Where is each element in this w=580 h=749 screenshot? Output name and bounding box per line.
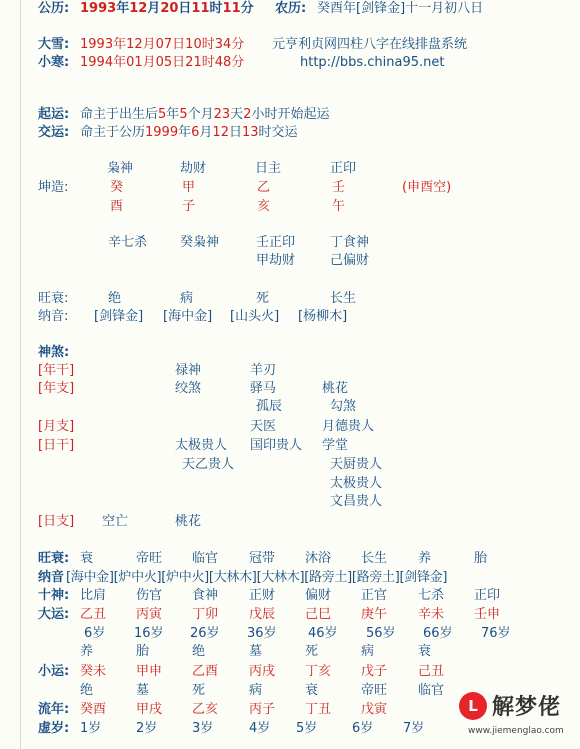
- pillar-branch: 酉: [110, 199, 124, 214]
- shensha-row-label: [月支]: [38, 419, 75, 434]
- wangshuai-value: 长生: [330, 291, 357, 306]
- hidden-stem: 丁食神: [330, 235, 370, 250]
- xiaohan-label: 小寒:: [38, 55, 70, 70]
- dayun-changsheng: 病: [361, 644, 375, 659]
- daxue-label: 大雪:: [38, 37, 70, 52]
- pillar-god: 枭神: [107, 161, 134, 176]
- nayin-value: [山头火]: [230, 309, 280, 324]
- xiaoyun-changsheng: 墓: [136, 683, 150, 698]
- xusui-label: 虚岁:: [38, 721, 70, 736]
- watermark-url: www.jiemenglao.com: [468, 726, 564, 736]
- pillar-branch: 午: [332, 199, 346, 214]
- nayin-label: 纳音:: [38, 309, 69, 324]
- shensha-row-label: [日支]: [38, 514, 75, 529]
- dayun-pillar: 丙寅: [136, 607, 163, 622]
- liunian-pillar: 甲戌: [136, 702, 163, 717]
- shensha-item: 桃花: [322, 381, 349, 396]
- dayun-wangshuai: 帝旺: [136, 551, 163, 566]
- dayun-wangshuai: 长生: [361, 551, 388, 566]
- daxue-value: 1993年12月07日10时34分: [80, 37, 245, 52]
- xusui-age: 6岁: [352, 721, 374, 736]
- xiaoyun-changsheng: 病: [249, 683, 263, 698]
- kunzao-label: 坤造:: [38, 180, 69, 195]
- dayun-nayin-line: [海中金][炉中火][炉中火][大林木][大林木][路旁土][路旁土][剑锋金]: [66, 570, 448, 585]
- dayun-wangshuai: 沐浴: [305, 551, 332, 566]
- pillar-god: 劫财: [180, 161, 207, 176]
- dayun-age: 16岁: [134, 626, 164, 641]
- shishen: 伤官: [136, 588, 163, 603]
- shensha-item: 空亡: [102, 514, 129, 529]
- dayun-changsheng: 养: [80, 644, 94, 659]
- xiaoyun-pillar: 甲申: [136, 664, 163, 679]
- jiaoyun-label: 交运:: [38, 125, 70, 140]
- dayun-changsheng: 墓: [249, 644, 263, 659]
- shishen: 正印: [474, 588, 501, 603]
- gongli-value: 1993年12月20日11时11分: [80, 1, 254, 16]
- dayun-age: 46岁: [308, 626, 338, 641]
- nayin-value: [剑锋金]: [94, 309, 144, 324]
- shensha-item: 天厨贵人: [330, 457, 383, 472]
- dayun-changsheng: 胎: [136, 644, 150, 659]
- xusui-age: 1岁: [80, 721, 102, 736]
- dayun-wangshuai: 临官: [192, 551, 219, 566]
- shishen: 七杀: [418, 588, 445, 603]
- xiaoyun-pillar: 丙戌: [249, 664, 276, 679]
- pillar-stem: 壬: [332, 180, 346, 195]
- hidden-stem: 己偏财: [330, 253, 370, 268]
- xiaoyun-changsheng: 衰: [305, 683, 319, 698]
- nongli-value: 癸酉年[剑锋金]十一月初八日: [317, 1, 484, 16]
- wangshuai-value: 病: [180, 291, 194, 306]
- shensha-item: 勾煞: [330, 399, 357, 414]
- wangshuai-value: 绝: [108, 291, 122, 306]
- xusui-age: 7岁: [403, 721, 425, 736]
- xiaoyun-changsheng: 绝: [80, 683, 94, 698]
- dayun-pillar: 戊辰: [249, 607, 276, 622]
- hidden-stem: 壬正印: [256, 235, 296, 250]
- shensha-title: 神煞:: [38, 345, 70, 360]
- dayun-changsheng: 死: [305, 644, 319, 659]
- xiaoyun-pillar: 乙酉: [192, 664, 219, 679]
- shishen: 偏财: [305, 588, 332, 603]
- pillar-branch: 亥: [257, 199, 271, 214]
- qiyun-label: 起运:: [38, 107, 70, 122]
- dayun-age: 66岁: [423, 626, 453, 641]
- nayin-value: [杨柳木]: [298, 309, 348, 324]
- shensha-item: 月德贵人: [322, 419, 375, 434]
- xiaoyun-pillar: 戊子: [361, 664, 388, 679]
- liunian-pillar: 乙亥: [192, 702, 219, 717]
- shensha-item: 天乙贵人: [182, 457, 235, 472]
- gongli-label: 公历:: [38, 1, 70, 16]
- xiaoyun-pillar: 己丑: [418, 664, 445, 679]
- hidden-stem: 甲劫财: [256, 253, 296, 268]
- dayun-wangshuai-label: 旺衰:: [38, 551, 70, 566]
- shensha-item: 孤辰: [256, 399, 283, 414]
- wangshuai-value: 死: [256, 291, 270, 306]
- hidden-stem: 辛七杀: [108, 235, 148, 250]
- shishen-label: 十神:: [38, 588, 70, 603]
- shensha-row-label: [年支]: [38, 381, 75, 396]
- xusui-age: 5岁: [296, 721, 318, 736]
- dayun-age: 56岁: [366, 626, 396, 641]
- shensha-row-label: [年干]: [38, 363, 75, 378]
- dayun-age: 36岁: [247, 626, 277, 641]
- dayun-changsheng: 绝: [192, 644, 206, 659]
- shensha-item: 学堂: [322, 438, 349, 453]
- pillar-god: 日主: [255, 161, 282, 176]
- xusui-age: 3岁: [192, 721, 214, 736]
- shishen: 正财: [249, 588, 276, 603]
- pillar-branch: 子: [182, 199, 196, 214]
- liunian-pillar: 丁丑: [305, 702, 332, 717]
- dayun-age: 6岁: [84, 626, 106, 641]
- shishen: 比肩: [80, 588, 107, 603]
- jiaoyun-value: 命主于公历1999年6月12日13时交运: [80, 125, 298, 140]
- shensha-item: 禄神: [175, 363, 202, 378]
- pillar-stem: 甲: [182, 180, 196, 195]
- shensha-row-label: [日干]: [38, 438, 75, 453]
- wangshuai-label: 旺衰:: [38, 291, 69, 306]
- nongli-label: 农历:: [275, 1, 307, 16]
- dayun-pillar: 丁卯: [192, 607, 219, 622]
- dayun-age: 76岁: [481, 626, 511, 641]
- system-name-link[interactable]: 元亨利贞网四柱八字在线排盘系统: [272, 37, 468, 52]
- pillar-stem: 乙: [257, 180, 271, 195]
- hidden-stem: 癸枭神: [180, 235, 220, 250]
- shishen: 食神: [192, 588, 219, 603]
- pillar-god: 正印: [330, 161, 357, 176]
- xiaohan-value: 1994年01月05日21时48分: [80, 55, 245, 70]
- shensha-item: 文昌贵人: [330, 494, 383, 509]
- shensha-item: 桃花: [175, 514, 202, 529]
- shensha-item: 羊刃: [250, 363, 277, 378]
- shensha-item: 驿马: [250, 381, 277, 396]
- dayun-pillar: 庚午: [361, 607, 388, 622]
- dayun-pillar: 壬申: [474, 607, 501, 622]
- dayun-pillar: 辛未: [418, 607, 445, 622]
- xiaoyun-pillar: 丁亥: [305, 664, 332, 679]
- xiaoyun-pillar: 癸未: [80, 664, 107, 679]
- liunian-pillar: 丙子: [249, 702, 276, 717]
- xiaoyun-label: 小运:: [38, 664, 70, 679]
- watermark-logo-icon: L: [459, 692, 487, 720]
- nayin-value: [海中金]: [163, 309, 213, 324]
- liunian-pillar: 癸酉: [80, 702, 107, 717]
- xusui-age: 2岁: [136, 721, 158, 736]
- shensha-item: 绞煞: [175, 381, 202, 396]
- shishen: 正官: [361, 588, 388, 603]
- kongwang: (申酉空): [402, 180, 452, 195]
- watermark-text: 解梦佬: [492, 695, 562, 720]
- dayun-wangshuai: 胎: [474, 551, 488, 566]
- left-border: [20, 0, 21, 749]
- dayun-wangshuai: 养: [418, 551, 432, 566]
- dayun-pillar: 己巳: [305, 607, 332, 622]
- xiaoyun-changsheng: 临官: [418, 683, 445, 698]
- xusui-age: 4岁: [249, 721, 271, 736]
- dayun-wangshuai: 冠带: [249, 551, 276, 566]
- shensha-item: 天医: [250, 419, 277, 434]
- shensha-item: 太极贵人: [175, 438, 228, 453]
- liunian-pillar: 戊寅: [361, 702, 388, 717]
- dayun-label: 大运:: [38, 607, 70, 622]
- dayun-age: 26岁: [190, 626, 220, 641]
- dayun-changsheng: 衰: [418, 644, 432, 659]
- liunian-label: 流年:: [38, 702, 70, 717]
- xiaoyun-changsheng: 帝旺: [361, 683, 388, 698]
- qiyun-value: 命主于出生后5年5个月23天2小时开始起运: [80, 107, 330, 122]
- dayun-pillar: 乙丑: [80, 607, 107, 622]
- shensha-item: 太极贵人: [330, 476, 383, 491]
- shensha-item: 国印贵人: [250, 438, 303, 453]
- dayun-wangshuai: 衰: [80, 551, 94, 566]
- pillar-stem: 癸: [110, 180, 124, 195]
- xiaoyun-changsheng: 死: [192, 683, 206, 698]
- system-url-link[interactable]: http://bbs.china95.net: [300, 55, 445, 70]
- dayun-nayin-label: 纳音: [38, 570, 65, 585]
